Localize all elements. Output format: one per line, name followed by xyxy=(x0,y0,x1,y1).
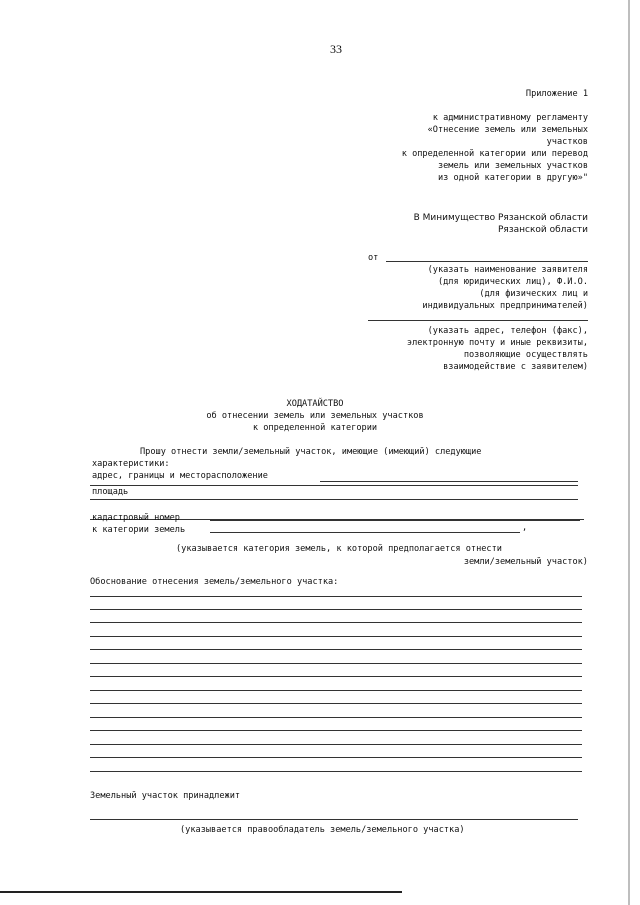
justification-line[interactable] xyxy=(90,596,582,597)
page-bottom-rule xyxy=(0,891,402,893)
addressee-line: Рязанской области xyxy=(498,225,588,235)
page-number: 33 xyxy=(330,42,342,56)
address-input-line-2[interactable] xyxy=(90,485,578,486)
regulation-line: к административному регламенту xyxy=(432,113,588,123)
owner-label: Земельный участок принадлежит xyxy=(90,791,241,801)
cadastral-label: кадастровый номер xyxy=(92,513,180,523)
category-caption: (указывается категория земель, к которой предполагается отнести xyxy=(176,544,502,554)
justification-line[interactable] xyxy=(90,757,582,758)
justification-line[interactable] xyxy=(90,649,582,650)
justification-label: Обоснование отнесения земель/земельного участка: xyxy=(90,577,339,587)
justification-line[interactable] xyxy=(90,622,582,623)
from-field-line[interactable] xyxy=(386,261,588,262)
applicant-caption-line: (для физических лиц и xyxy=(479,289,588,299)
from-label: от xyxy=(368,253,379,263)
area-label: площадь xyxy=(92,487,129,497)
addressee xyxy=(328,212,588,236)
owner-input-line[interactable] xyxy=(90,819,578,820)
address-field-line[interactable] xyxy=(368,320,588,321)
category-label: к категории земель xyxy=(92,525,186,535)
justification-line[interactable] xyxy=(90,676,582,677)
cadastral-input-line[interactable] xyxy=(210,520,580,521)
appendix-label: Приложение 1 xyxy=(525,89,588,99)
request-paragraph xyxy=(92,446,588,482)
page-edge-shadow xyxy=(628,0,630,905)
address-caption-line: (указать адрес, телефон (факс), xyxy=(427,326,588,336)
regulation-line: земель или земельных участков xyxy=(437,161,588,171)
category-input-line[interactable] xyxy=(210,532,520,533)
justification-line[interactable] xyxy=(90,703,582,704)
address-row xyxy=(92,470,588,482)
justification-line[interactable] xyxy=(90,609,582,610)
regulation-line: участков xyxy=(546,137,588,147)
address-caption-line: взаимодействие с заявителем) xyxy=(443,362,588,372)
category-comma: , xyxy=(522,523,528,533)
title-heading: ХОДАТАЙСТВО xyxy=(286,399,344,409)
category-caption-cont: земли/земельный участок) xyxy=(463,557,588,567)
applicant-caption-line: (указать наименование заявителя xyxy=(427,265,588,275)
request-intro: Прошу отнести земли/земельный участок, имеющие (имеющий) следующие xyxy=(140,447,482,457)
justification-line[interactable] xyxy=(90,636,582,637)
regulation-line: «Отнесение земель или земельных xyxy=(427,125,588,135)
justification-line[interactable] xyxy=(90,663,582,664)
area-input-line[interactable] xyxy=(90,499,578,500)
document-title xyxy=(150,398,480,434)
from-field xyxy=(368,252,588,264)
addressee-line: В Минимущество Рязанской области xyxy=(413,213,588,223)
justification-line[interactable] xyxy=(90,744,582,745)
address-label: адрес, границы и месторасположение xyxy=(92,471,268,481)
applicant-caption xyxy=(348,264,588,312)
address-input-line[interactable] xyxy=(320,481,578,482)
justification-line[interactable] xyxy=(90,771,582,772)
request-intro-cont: характеристики: xyxy=(92,459,170,469)
title-line: к определенной категории xyxy=(252,423,378,433)
address-caption-line: электронную почту и иные реквизиты, xyxy=(406,338,588,348)
regulation-line: к определенной категории или перевод xyxy=(401,149,588,159)
address-caption xyxy=(328,325,588,373)
title-line: об отнесении земель или земельных участков xyxy=(206,411,424,421)
owner-caption: (указывается правообладатель земель/земельного участка) xyxy=(180,825,465,835)
regulation-line: из одной категории в другую»" xyxy=(437,173,588,183)
address-caption-line: позволяющие осуществлять xyxy=(463,350,588,360)
justification-line[interactable] xyxy=(90,717,582,718)
applicant-caption-line: (для юридических лиц), Ф.И.О. xyxy=(437,277,588,287)
justification-line[interactable] xyxy=(90,690,582,691)
applicant-caption-line: индивидуальных предпринимателей) xyxy=(422,301,588,311)
justification-line[interactable] xyxy=(90,730,582,731)
regulation-reference xyxy=(328,112,588,184)
